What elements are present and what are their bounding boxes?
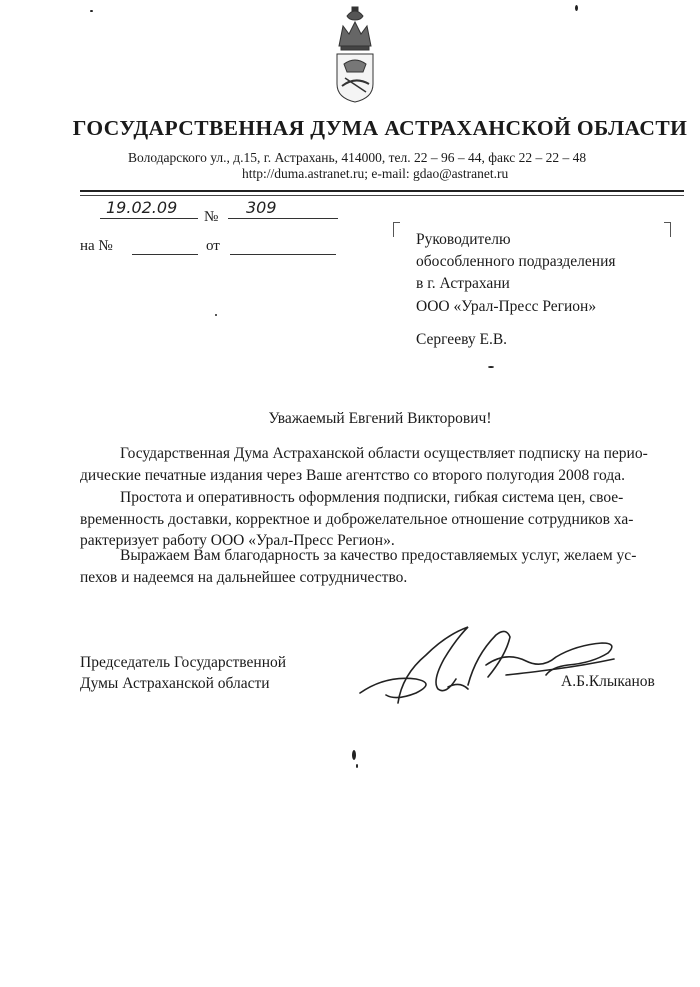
paragraph-line: временность доставки, корректное и доброжелательное отношение сотрудников ха- [80,510,634,528]
web-email-line: http://duma.astranet.ru; e-mail: gdao@astranet.ru [242,166,509,181]
scan-speck [352,750,356,760]
paragraph-line: пехов и надеемся на дальнейшее сотрудничество. [80,568,408,586]
ref-number-field [132,238,198,255]
scan-speck [575,5,578,11]
scan-speck [488,366,494,368]
paragraph-line: Государственная Дума Астраханской области осуществляет подписку на перио- [120,445,648,462]
coat-of-arms-icon [325,6,385,104]
signer-title-line: Председатель Государственной [80,654,287,671]
number-label: № [204,209,219,225]
organization-title: ГОСУДАРСТВЕННАЯ ДУМА АСТРАХАНСКОЙ ОБЛАСТИ [72,116,688,140]
header-rule-thick [80,190,684,192]
ref-date-field [230,238,336,255]
paragraph-line: Выражаем Вам благодарность за качество предоставляемых услуг, желаем ус- [120,547,637,564]
paragraph [80,443,684,486]
scan-speck [215,314,217,316]
signer-title [80,652,286,694]
ref-number-label: на № [80,238,113,254]
number-value: 309 [246,198,277,217]
paragraph [80,545,684,588]
date-field [100,198,198,219]
addressee-name: Сергееву Е.В. [416,331,508,348]
scan-speck [90,10,93,12]
signer-name: А.Б.Клыканов [561,673,655,690]
signer-title-line: Думы Астраханской области [80,675,270,692]
paragraph [80,487,684,552]
address-corner-right [664,222,671,237]
number-field [228,198,338,219]
salutation: Уважаемый Евгений Викторович! [268,410,492,427]
addressee-line: в г. Астрахани [416,275,510,293]
header-rule-thin [80,195,684,196]
addressee-line: Руководителю [416,231,511,248]
addressee-block [416,229,616,318]
addressee-line: обособленного подразделения [416,253,616,271]
paragraph-line: Простота и оперативность оформления подписки, гибкая система цен, свое- [120,489,624,506]
paragraph-line: дические печатные издания через Ваше агентство со второго полугодия 2008 года. [80,466,625,484]
paragraph-line: рактеризует работу ООО «Урал-Пресс Регион». [80,532,395,549]
ref-date-label: от [206,238,220,254]
address-line: Володарского ул., д.15, г. Астрахань, 414000, тел. 22 – 96 – 44, факс 22 – 22 – 48 [128,150,587,165]
date-value: 19.02.09 [106,198,178,217]
handwritten-signature [356,615,626,710]
address-corner-left [393,222,400,237]
scan-speck [356,764,358,768]
addressee-line: ООО «Урал-Пресс Регион» [416,297,597,315]
